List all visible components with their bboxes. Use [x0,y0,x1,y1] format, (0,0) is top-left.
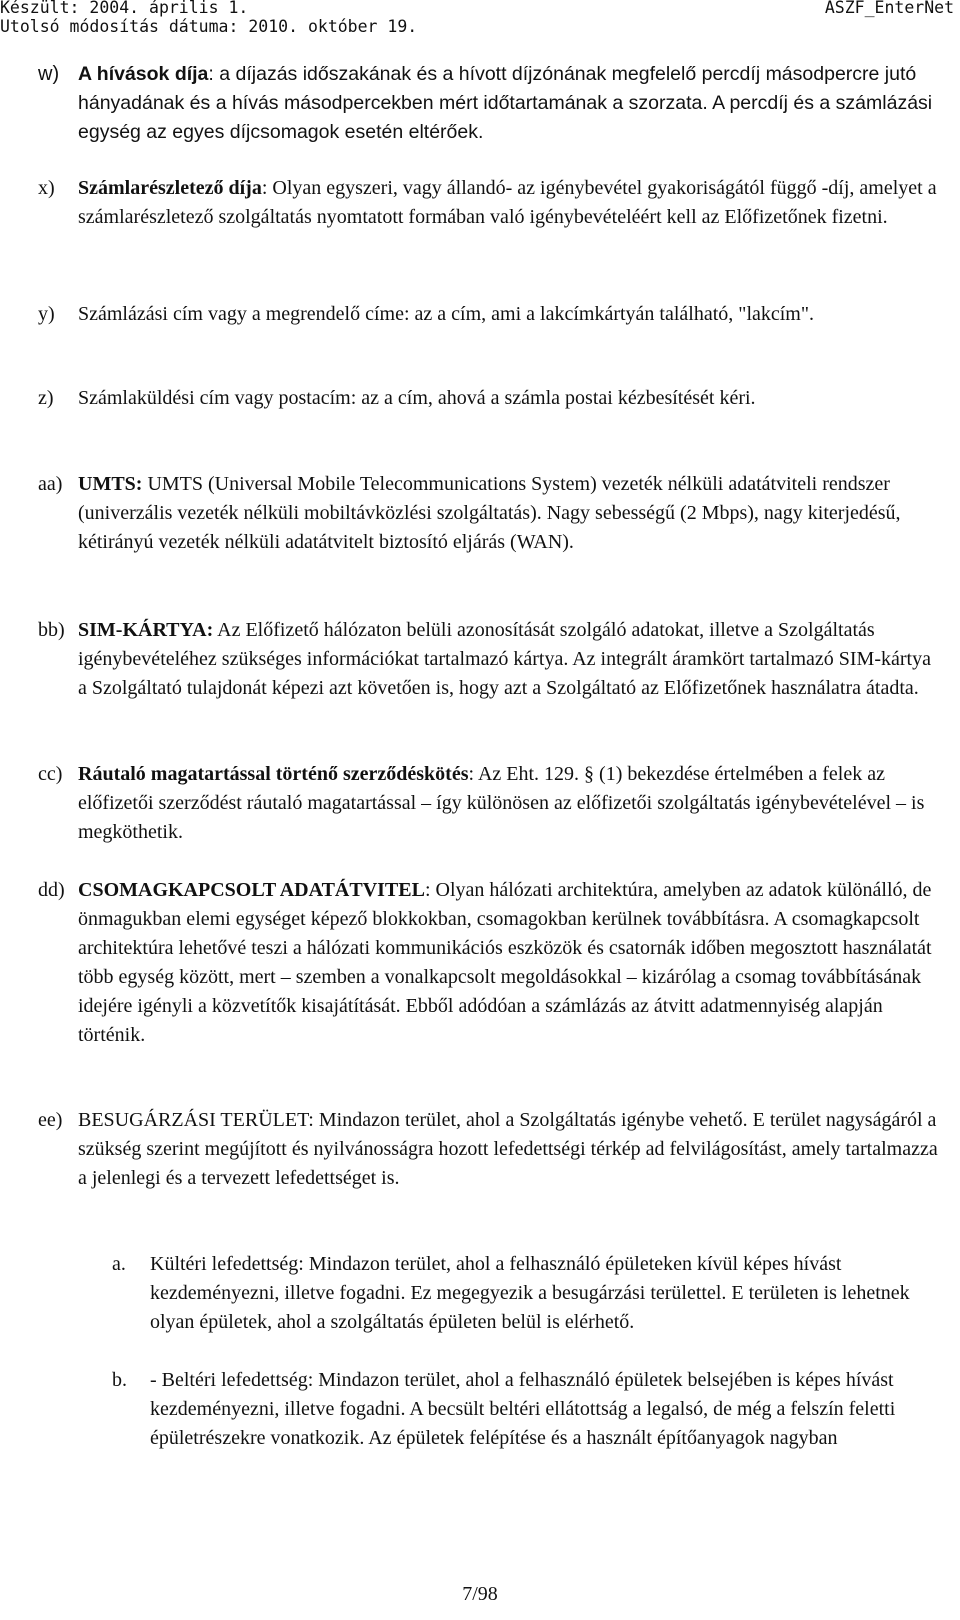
definition-item [38,174,938,232]
item-text: UMTS (Universal Mobile Telecommunications System) vezeték nélküli adatátviteli rendszer (univerzális vezeték nélküli mobiltávközlési szolgáltatás). Nagy sebességű (2 Mbps), nagy kiterjedésű, kétirányú vezeték nélküli adatátvitelt biztosító eljárás (WAN). [78,473,901,553]
item-term: Számlarészletező díja [78,177,262,199]
item-label: w) [38,63,60,85]
item-body [78,1106,938,1193]
item-text: : Az Eht. 129. § (1) bekezdése értelmében a felek az előfizetői szerződést ráutaló magatartással – így különösen az előfizetői szolgáltatás igénybevételével – is megköthetik. [78,763,925,843]
item-term: SIM-KÁRTYA: [78,619,214,641]
item-label: cc) [38,763,63,785]
item-text: BESUGÁRZÁSI TERÜLET: Mindazon terület, ahol a Szolgáltatás igénybe vehető. E terület nagyságáról a szükség szerint megújított és nyilvánosságra hozott lefedettségi térkép ad felvilágosítást, amely tartalmazza a jelenlegi és a tervezett lefedettséget is. [78,1109,938,1189]
item-term: UMTS: [78,473,143,495]
item-label: y) [38,303,55,325]
sub-item-label: a. [112,1253,126,1275]
definition-item [38,760,938,847]
created-date: Készült: 2004. április 1. [0,0,249,17]
item-body [78,470,938,557]
item-text: : a díjazás időszakának és a hívott díjzónának megfelelő percdíj másodpercre jutó hányadának és a hívás másodpercekben mért időtartamának a szorzata. A percdíj és a számlázási egység az egyes díjcsomagok esetén eltérőek. [78,63,933,143]
item-text: Számlaküldési cím vagy postacím: az a cím, ahová a számla postai kézbesítését kéri. [78,387,756,409]
definition-item [38,876,938,1050]
modified-date: Utolsó módosítás dátuma: 2010. október 19. [0,17,418,36]
definition-item [38,300,938,329]
sub-list-item [112,1366,932,1453]
item-body [78,876,938,1050]
sub-item-label: b. [112,1369,127,1391]
item-label: dd) [38,879,65,901]
definition-item [38,616,938,703]
item-text: : Olyan hálózati architektúra, amelyben az adatok különálló, de önmagukban elemi egységet képező blokkokban, csomagokban kerülnek továbbításra. A csomagkapcsolt architektúra lehetővé teszi a hálózati kommunikációs eszközök és csatornák időben megosztott használatát több egység között, mert – szemben a vonalkapcsolt megoldásokkal – kizárólag a csomag továbbításának idejére igényli a közvetítők kisajátítását. Ebből adódóan a számlázás az átvitt adatmennyiség alapján történik. [78,879,932,1046]
item-label: ee) [38,1109,63,1131]
definition-item [38,60,938,147]
item-term: Ráutaló magatartással történő szerződéskötés [78,763,469,785]
item-text: : Olyan egyszeri, vagy állandó- az igénybevétel gyakoriságától függő -díj, amelyet a számlarészletező szolgáltatás nyomtatott formában való igénybevételéért kell az Előfizetőnek fizetni. [78,177,937,228]
page-number: 7/98 [462,1583,498,1605]
item-label: x) [38,177,55,199]
item-label: bb) [38,619,65,641]
item-body [78,760,938,847]
item-text: Számlázási cím vagy a megrendelő címe: az a cím, ami a lakcímkártyán található, "lakcím". [78,303,815,325]
item-body [78,174,938,232]
item-term: CSOMAGKAPCSOLT ADATÁTVITEL [78,879,425,901]
document-code: ASZF_EnterNet [824,0,954,17]
sub-item-text: - Beltéri lefedettség: Mindazon terület, ahol a felhasználó épületek belsejében is képes hívást kezdeményezni, illetve fogadni. A becsült beltéri ellátottság a legalsó, de még a felszín feletti épületrészekre vonatkozik. Az épületek felépítése és a használt építőanyagok nagyban [150,1369,896,1449]
item-text: Az Előfizető hálózaton belüli azonosítását szolgáló adatokat, illetve a Szolgáltatás igénybevételéhez szükséges információkat tartalmazó kártya. Az integrált áramkört tartalmazó SIM-kártya a Szolgáltató tulajdonát képezi azt követően is, hogy azt a Szolgáltató az Előfizetőnek használatra átadta. [78,619,931,699]
definition-item [38,470,938,557]
item-body [78,60,938,147]
item-term: A hívások díja [78,63,209,85]
definition-item [38,1106,938,1193]
item-body [78,384,938,413]
sub-item-text: Kültéri lefedettség: Mindazon terület, ahol a felhasználó épületeken kívül képes hívást kezdeményezni, illetve fogadni. Ez megegyezik a besugárzási területtel. E területen is lehetnek olyan épületek, ahol a szolgáltatás épületen belül is elérhető. [150,1253,910,1333]
item-label: aa) [38,473,63,495]
item-body [78,300,938,329]
item-label: z) [38,387,54,409]
definition-item [38,384,938,413]
item-body [78,616,938,703]
sub-list-item [112,1250,932,1337]
page-header [0,0,960,38]
